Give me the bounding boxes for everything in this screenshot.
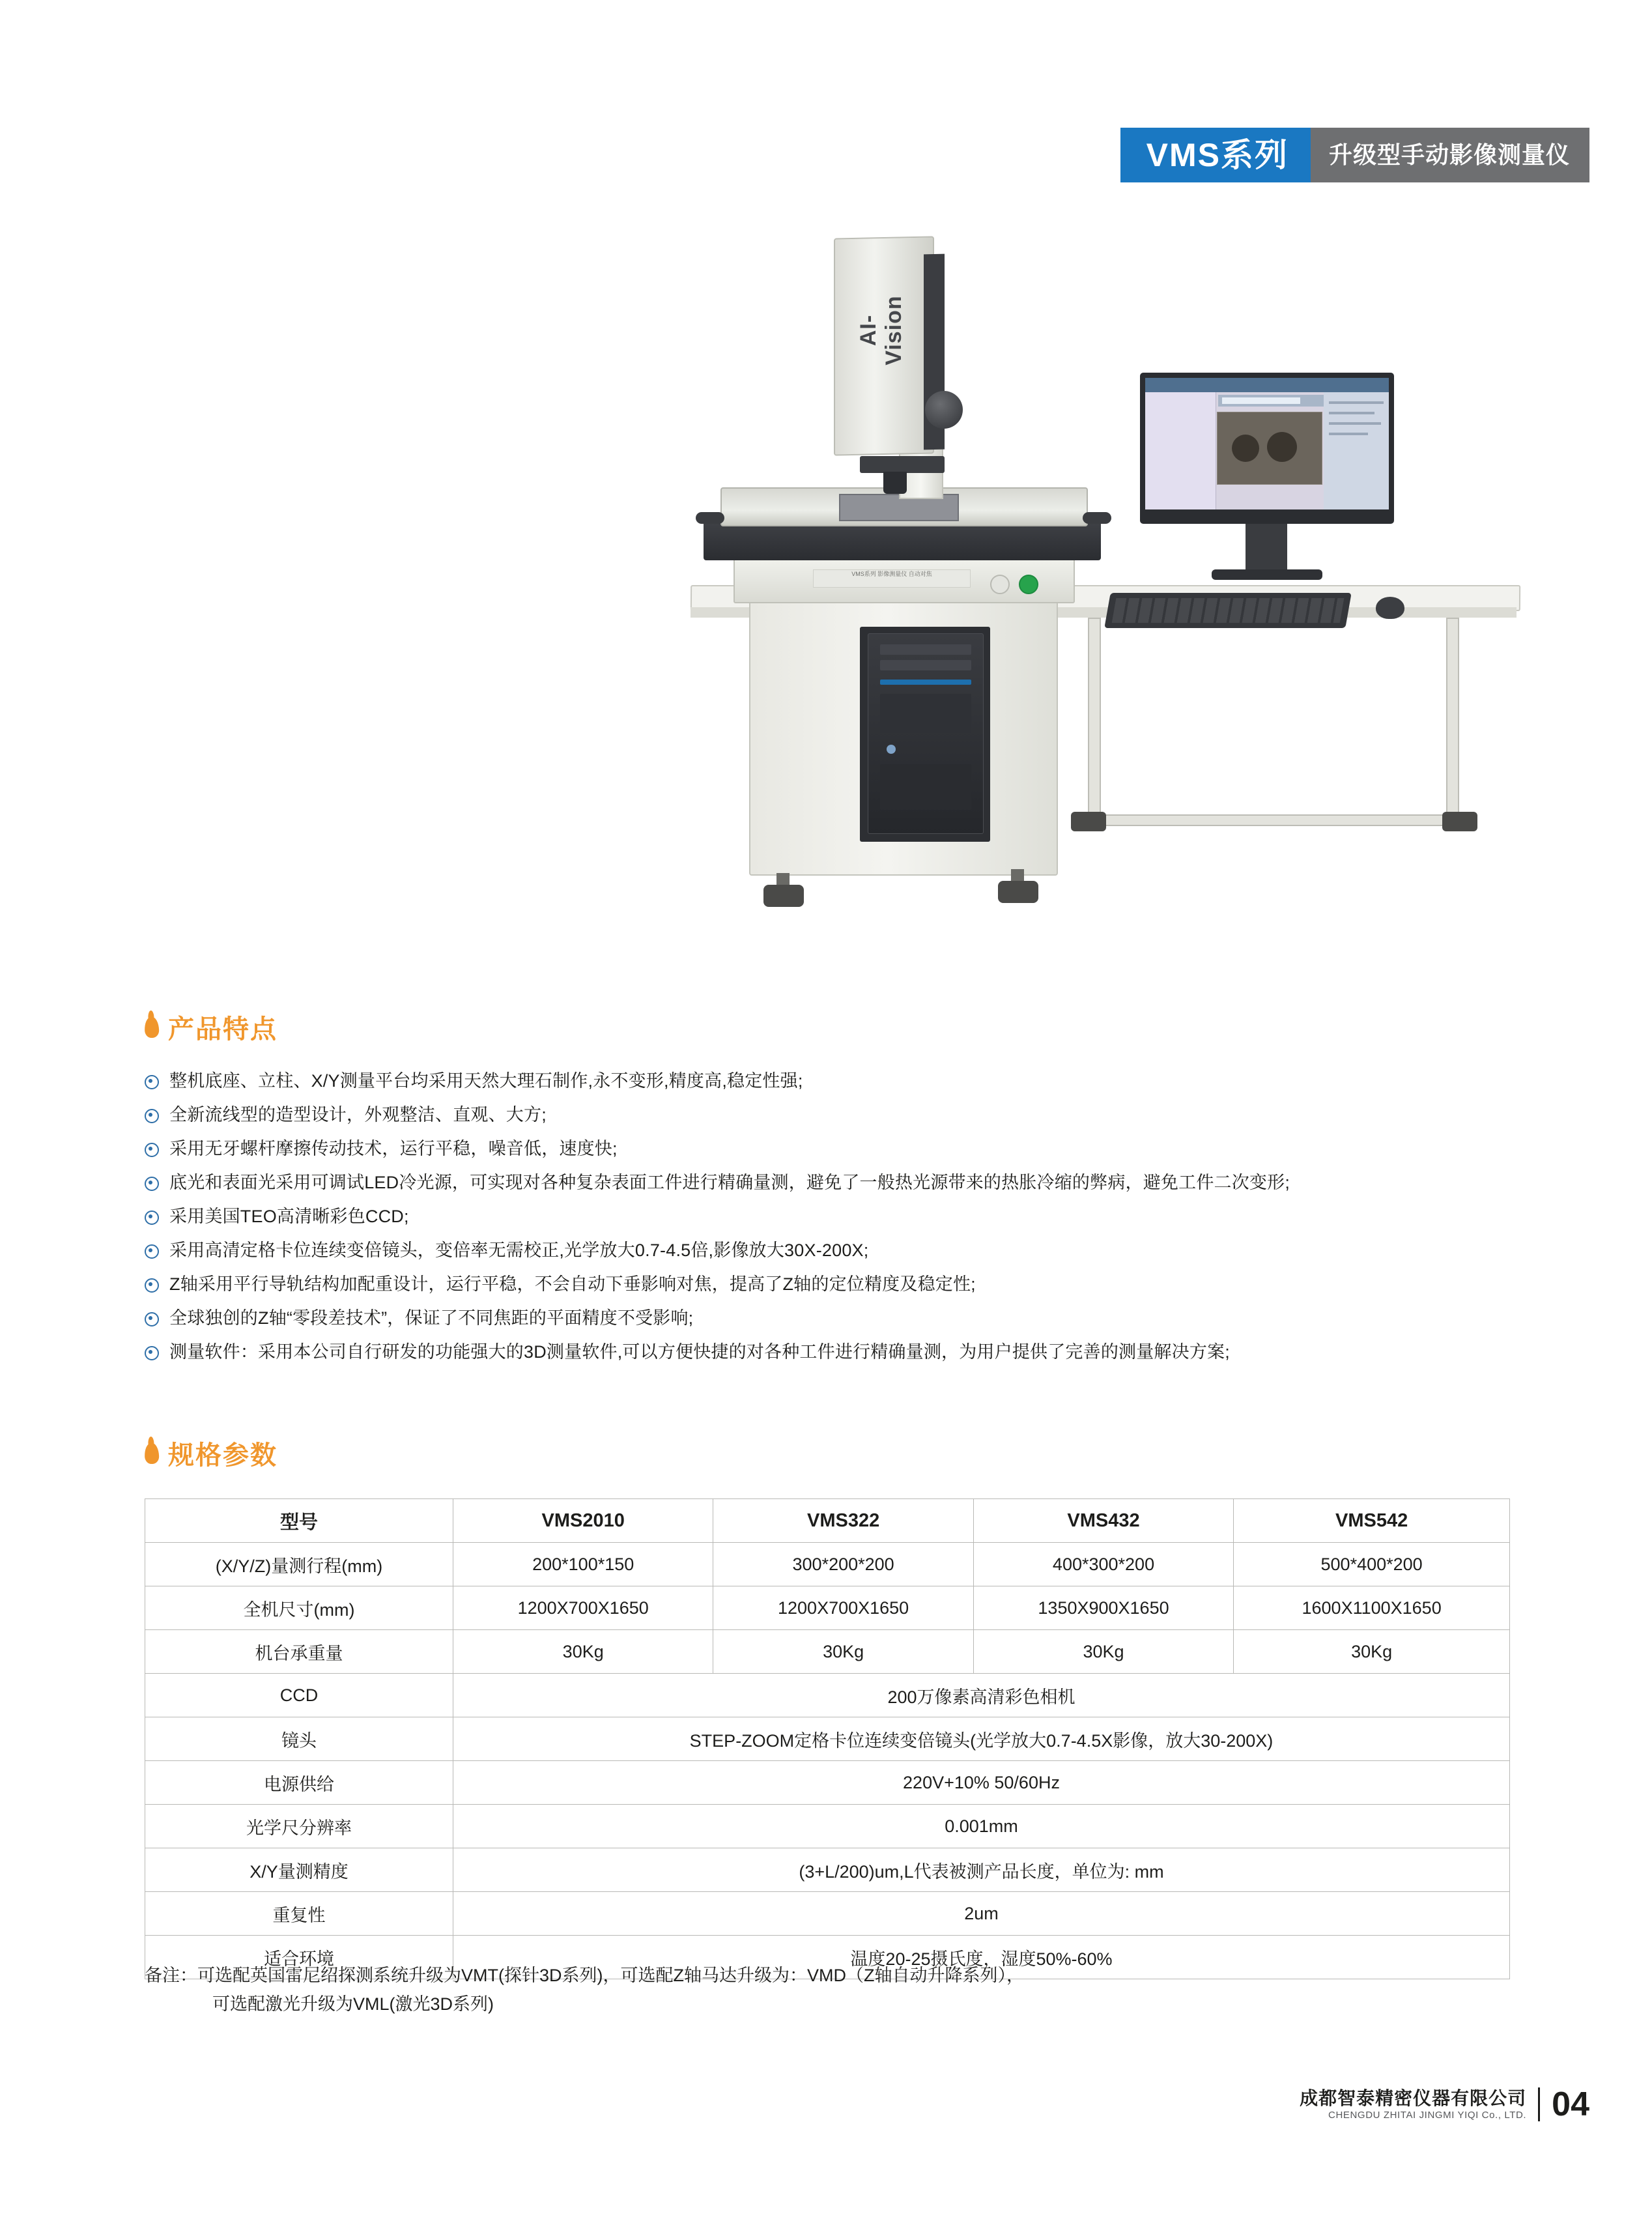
row-value: 30Kg [713,1630,973,1674]
bullet-icon [145,1312,159,1326]
software-left-panel [1145,392,1216,509]
feature-text: 采用高清定格卡位连续变倍镜头，变倍率无需校正,光学放大0.7-4.5倍,影像放大30X-200X; [169,1240,869,1260]
pc-power-led [887,745,896,754]
list-item [145,1068,1552,1093]
row-value: (3+L/200)um,L代表被测产品长度，单位为: mm [453,1848,1510,1892]
keyboard-keys [1112,598,1345,623]
row-value: 1350X900X1650 [973,1586,1233,1630]
row-label: 光学尺分辨率 [145,1805,453,1848]
row-label: (X/Y/Z)量测行程(mm) [145,1543,453,1586]
pc-drive-bay-1 [880,644,971,655]
row-value: 1200X700X1650 [453,1586,713,1630]
pc-vent-grill [880,764,971,810]
row-value: 220V+10% 50/60Hz [453,1761,1510,1805]
bullet-icon [145,1346,159,1360]
bullet-icon [145,1143,159,1157]
feature-text: 全新流线型的造型设计，外观整洁、直观、大方; [169,1105,547,1125]
list-item [145,1340,1552,1364]
column-header-vms2010: VMS2010 [453,1499,713,1543]
table-row [145,1630,1510,1674]
row-value: 温度20-25摄氏度，湿度50%-60% [453,1936,1510,1979]
row-value: 30Kg [453,1630,713,1674]
monitor-screen [1145,378,1389,509]
list-item [145,1170,1552,1195]
company-name-en: CHENGDU ZHITAI JINGMI YIQI Co., LTD. [1328,2110,1527,2121]
product-photo [339,195,1303,1003]
stage-knob-x[interactable] [696,512,724,524]
software-toolbar-highlight [1222,397,1300,404]
cabinet-pc-bay [860,627,990,842]
granite-base [704,521,1101,560]
list-item [145,1306,1552,1330]
table-row [145,1892,1510,1936]
control-button-1[interactable] [990,575,1010,594]
table-row [145,1674,1510,1717]
software-right-panel [1324,392,1389,509]
row-value: 400*300*200 [973,1543,1233,1586]
row-value: 500*400*200 [1234,1543,1510,1586]
column-header-vms542: VMS542 [1234,1499,1510,1543]
feature-text: 采用无牙螺杆摩擦传动技术，运行平稳，噪音低，速度快; [169,1139,618,1158]
company-block [1300,2087,1526,2122]
result-row-3 [1329,422,1381,425]
row-value: 2um [453,1892,1510,1936]
row-value: 1600X1100X1650 [1234,1586,1510,1630]
bullet-icon [145,1211,159,1225]
pc-panel [880,694,971,733]
row-label: 机台承重量 [145,1630,453,1674]
page-number: 04 [1552,2086,1589,2123]
result-row-4 [1329,433,1368,435]
header-subtitle-label: 升级型手动影像测量仪 [1311,128,1589,182]
specifications-table [145,1498,1510,1979]
control-power-button[interactable] [1019,575,1038,594]
row-value: 200万像素高清彩色相机 [453,1674,1510,1717]
bullet-icon [145,1278,159,1293]
features-list [145,1068,1552,1373]
feature-text: 整机底座、立柱、X/Y测量平台均采用天然大理石制作,永不变形,精度高,稳定性强; [169,1071,803,1091]
desk-leg-right [1446,618,1459,827]
flame-icon [144,1016,159,1038]
desk-leg-left [1088,618,1101,827]
row-value: 200*100*150 [453,1543,713,1586]
machine-foot-right [998,881,1038,903]
flame-icon [144,1442,159,1464]
row-value: 300*200*200 [713,1543,973,1586]
bullet-icon [145,1075,159,1089]
features-section-title: 产品特点 [168,1015,278,1044]
list-item [145,1102,1552,1127]
mouse [1376,597,1404,619]
bullet-icon [145,1177,159,1191]
monitor-stand [1246,524,1287,571]
computer-monitor [1140,373,1394,524]
row-label: 全机尺寸(mm) [145,1586,453,1630]
list-item [145,1136,1552,1161]
row-label: 适合环境 [145,1936,453,1979]
row-label: 电源供给 [145,1761,453,1805]
desk-cross-bar [1088,814,1459,826]
table-row [145,1848,1510,1892]
row-label: CCD [145,1674,453,1717]
column-header-model: 型号 [145,1499,453,1543]
z-axis-head [860,456,945,473]
software-image-canvas [1217,412,1322,485]
row-value: 30Kg [1234,1630,1510,1674]
stage-knob-y[interactable] [1083,512,1111,524]
monitor-base [1212,569,1322,580]
machine-cabinet [749,599,1058,876]
desk-foot-right [1442,812,1477,831]
workpiece-hole-1 [1232,435,1259,462]
column-header-vms322: VMS322 [713,1499,973,1543]
result-row-1 [1329,401,1384,404]
machine-brand-label: AI-Vision [856,295,906,366]
row-label: 镜头 [145,1717,453,1761]
keyboard [1104,593,1352,628]
list-item [145,1272,1552,1297]
desktop-pc-tower [868,633,984,834]
footer-divider [1538,2087,1540,2121]
feature-text: Z轴采用平行导轨结构加配重设计，运行平稳，不会自动下垂影响对焦，提高了Z轴的定位精度及稳定性; [169,1274,976,1294]
list-item [145,1204,1552,1229]
company-name-cn: 成都智泰精密仪器有限公司 [1300,2088,1527,2109]
table-row [145,1717,1510,1761]
workpiece-hole-2 [1267,432,1297,462]
pc-drive-bay-2 [880,660,971,670]
table-row [145,1543,1510,1586]
row-value: 0.001mm [453,1805,1510,1848]
row-value: 30Kg [973,1630,1233,1674]
pc-accent-strip [880,680,971,685]
software-title-bar [1145,378,1389,392]
feature-text: 全球独创的Z轴“零段差技术”，保证了不同焦距的平面精度不受影响; [169,1308,694,1328]
page-footer [1300,2085,1589,2124]
table-header-row [145,1499,1510,1543]
spec-section-title: 规格参数 [168,1441,278,1470]
machine-foot-left [763,885,804,907]
table-note-line-2: 可选配激光升级为VML(激光3D系列) [212,1994,494,2014]
column-header-vms432: VMS432 [973,1499,1233,1543]
machine-base-label: VMS系列 影像测量仪 自动对焦 [813,569,971,588]
header-banner [1120,128,1589,182]
machine-control-base [733,558,1075,603]
table-row [145,1586,1510,1630]
spec-section-heading [145,1435,278,1472]
result-row-2 [1329,412,1374,414]
list-item [145,1238,1552,1263]
z-axis-focus-knob[interactable] [925,391,963,429]
row-label: 重复性 [145,1892,453,1936]
bullet-icon [145,1109,159,1123]
row-value: 1200X700X1650 [713,1586,973,1630]
row-label: X/Y量测精度 [145,1848,453,1892]
feature-text: 底光和表面光采用可调试LED冷光源，可实现对各种复杂表面工件进行精确量测，避免了一般热光源带来的热胀冷缩的弊病，避免工件二次变形; [169,1173,1290,1192]
table-row [145,1761,1510,1805]
table-note-line-1: 备注：可选配英国雷尼绍探测系统升级为VMT(探针3D系列)，可选配Z轴马达升级为：VMD（Z轴自动升降系列）， [145,1966,1024,1985]
desk-foot-left [1071,812,1106,831]
zoom-lens [883,472,907,494]
table-row [145,1805,1510,1848]
table-note [145,1961,1513,2018]
bullet-icon [145,1244,159,1259]
features-section-heading [145,1009,278,1046]
feature-text: 测量软件：采用本公司自行研发的功能强大的3D测量软件,可以方便快捷的对各种工件进行精确量测，为用户提供了完善的测量解决方案; [169,1342,1230,1362]
row-value: STEP-ZOOM定格卡位连续变倍镜头(光学放大0.7-4.5X影像，放大30-200X) [453,1717,1510,1761]
header-series-label: VMS系列 [1120,128,1311,182]
feature-text: 采用美国TEO高清晰彩色CCD; [169,1207,409,1226]
